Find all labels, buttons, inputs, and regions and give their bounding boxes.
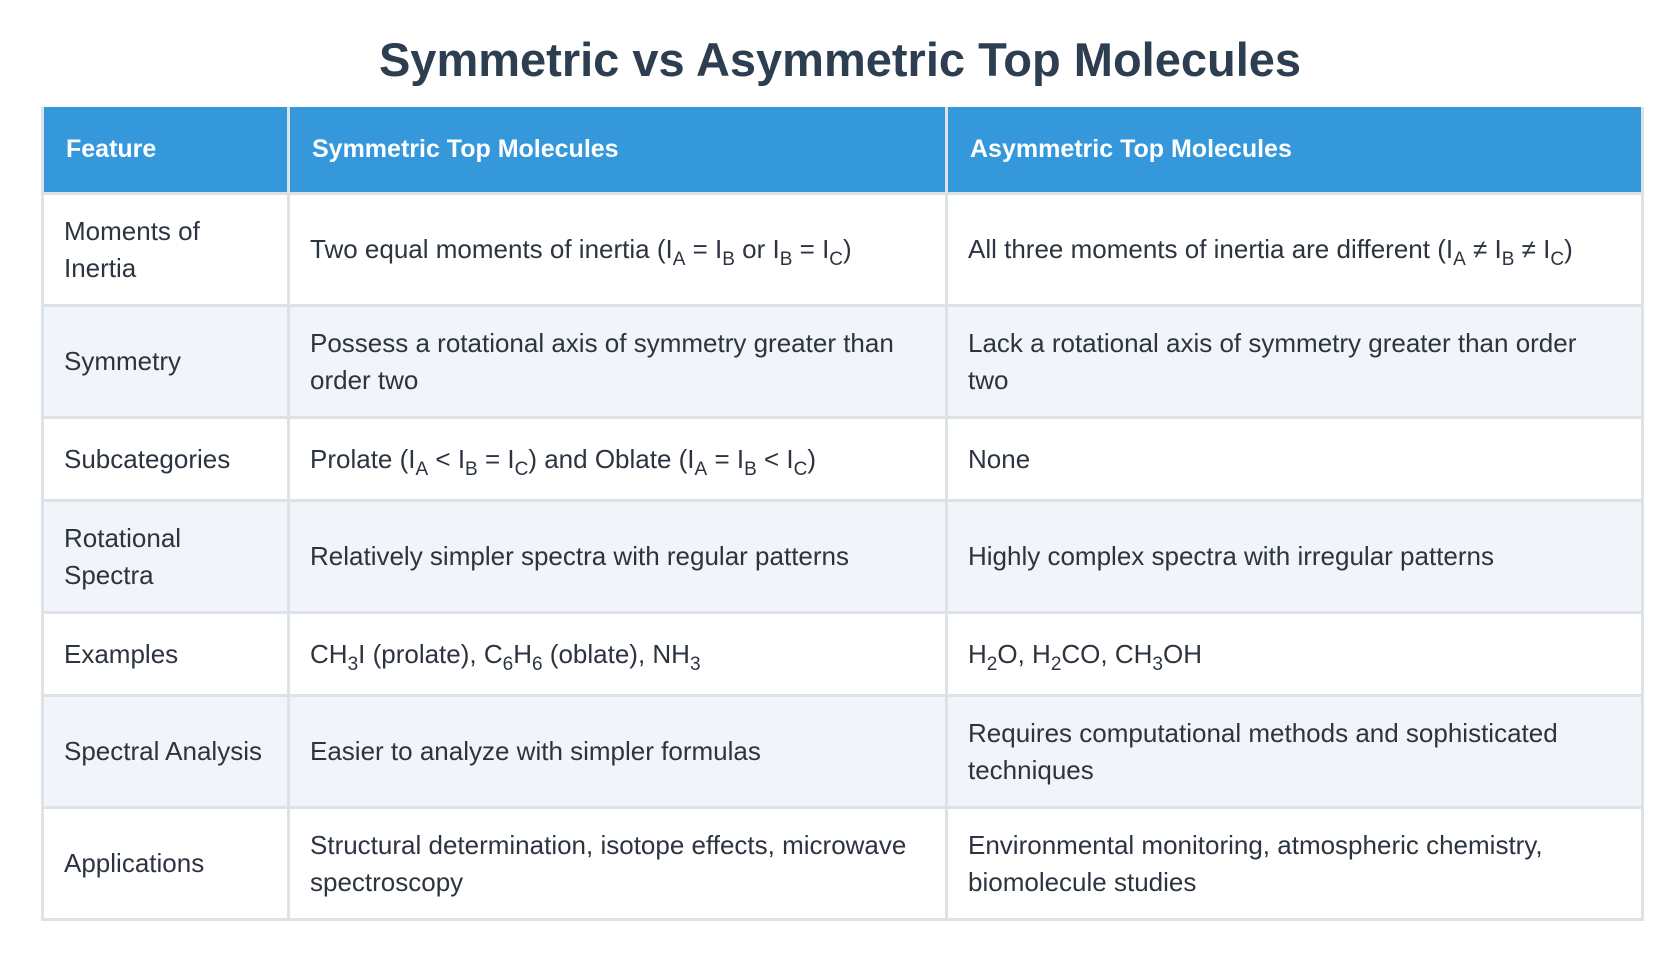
symmetric-cell: Relatively simpler spectra with regular patterns — [289, 501, 947, 613]
symmetric-cell: Structural determination, isotope effects, microwave spectroscopy — [289, 808, 947, 920]
symmetric-cell: Two equal moments of inertia ($I_A = I_B$ or $I_B = I_C$) — [289, 194, 947, 306]
page-title: Symmetric vs Asymmetric Top Molecules — [378, 33, 1302, 86]
comparison-table — [41, 107, 1644, 921]
table-row — [43, 696, 1643, 808]
table-header — [43, 107, 1643, 194]
header-feature: Feature — [43, 107, 289, 194]
feature-cell: Spectral Analysis — [43, 696, 289, 808]
asymmetric-cell: Highly complex spectra with irregular patterns — [947, 501, 1643, 613]
header-symmetric: Symmetric Top Molecules — [289, 107, 947, 194]
table-body — [43, 194, 1643, 920]
table-row — [43, 418, 1643, 501]
symmetric-cell: Easier to analyze with simpler formulas — [289, 696, 947, 808]
symmetric-cell: Prolate $(I_A < I_B = I_C)$ and Oblate $(I_A = I_B < I_C)$ — [289, 418, 947, 501]
feature-cell: Subcategories — [43, 418, 289, 501]
asymmetric-cell: $H_2O$, $H_2CO$, $CH_3OH$ — [947, 613, 1643, 696]
table-row — [43, 808, 1643, 920]
feature-cell: Symmetry — [43, 306, 289, 418]
header-row — [43, 107, 1643, 194]
symmetric-cell: $CH_3I$ (prolate), $C_6H_6$ (oblate), $NH_3$ — [289, 613, 947, 696]
table-row — [43, 194, 1643, 306]
table-row — [43, 613, 1643, 696]
feature-cell: Moments of Inertia — [43, 194, 289, 306]
table-row — [43, 306, 1643, 418]
asymmetric-cell: Lack a rotational axis of symmetry greater than order two — [947, 306, 1643, 418]
table-row — [43, 501, 1643, 613]
feature-cell: Applications — [43, 808, 289, 920]
asymmetric-cell: None — [947, 418, 1643, 501]
header-asymmetric: Asymmetric Top Molecules — [947, 107, 1643, 194]
asymmetric-cell: Environmental monitoring, atmospheric chemistry, biomolecule studies — [947, 808, 1643, 920]
feature-cell: Rotational Spectra — [43, 501, 289, 613]
feature-cell: Examples — [43, 613, 289, 696]
symmetric-cell: Possess a rotational axis of symmetry greater than order two — [289, 306, 947, 418]
asymmetric-cell: Requires computational methods and sophisticated techniques — [947, 696, 1643, 808]
asymmetric-cell: All three moments of inertia are different $(I_A \ne I_B \ne I_C)$ — [947, 194, 1643, 306]
